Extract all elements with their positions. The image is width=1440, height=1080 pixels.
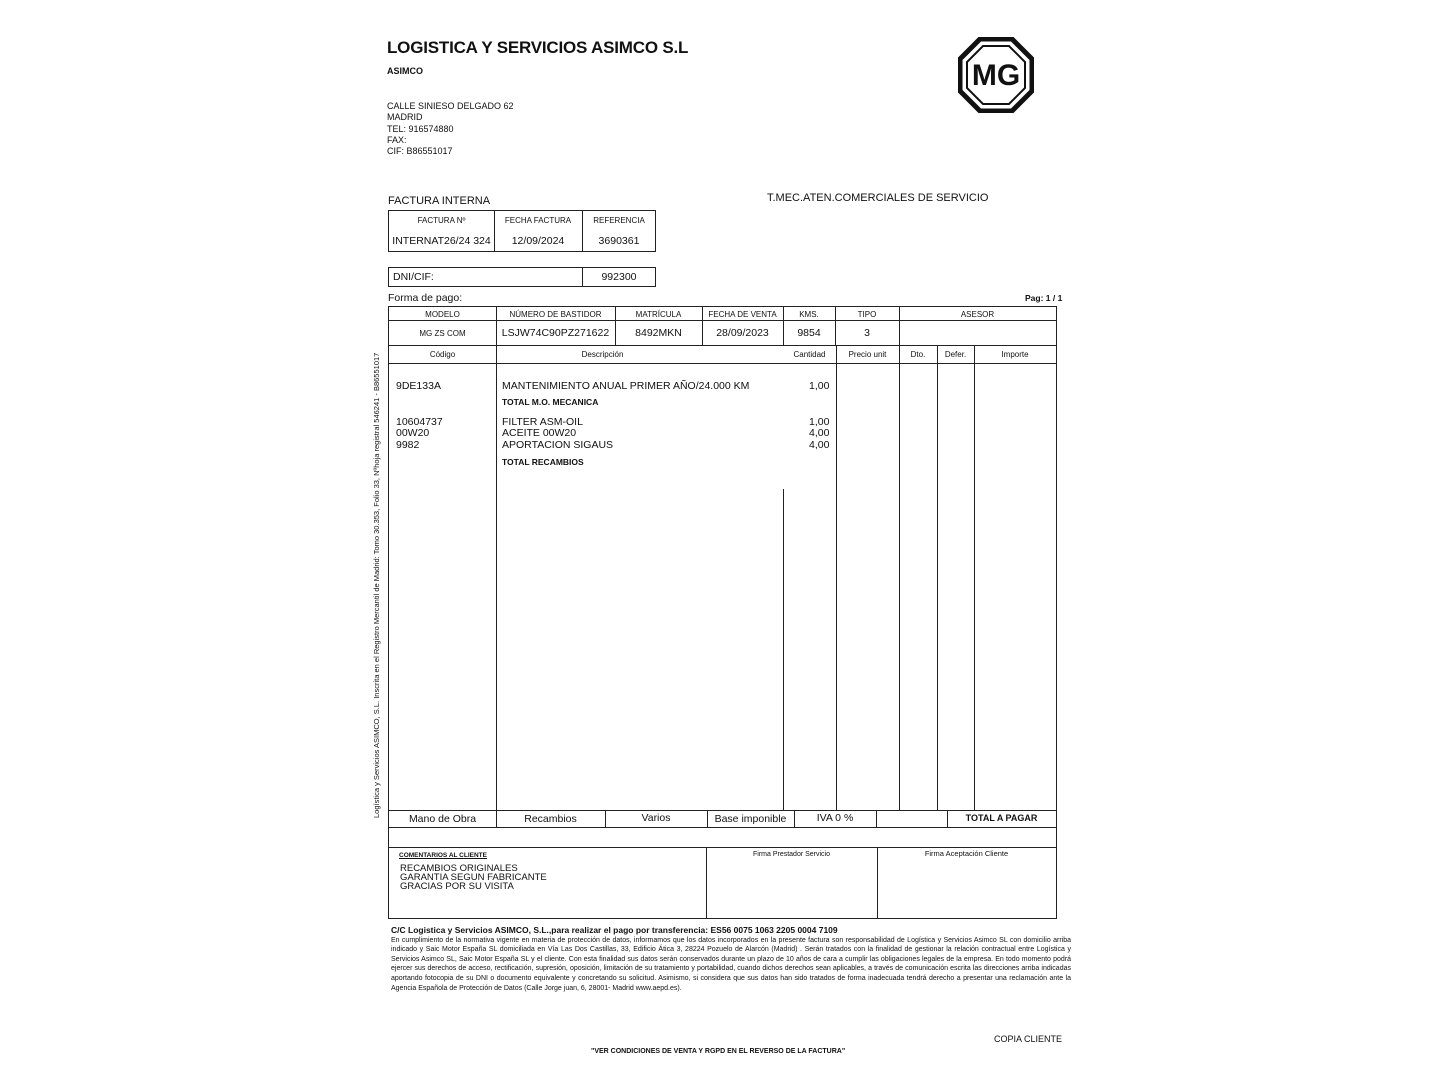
comment-line: GARANTIA SEGUN FABRICANTE <box>400 872 547 883</box>
model-value: MG ZS COM <box>419 328 466 338</box>
kms-label: KMS. <box>799 309 819 319</box>
col-quantity: Cantidad <box>793 350 826 359</box>
mg-logo <box>958 37 1034 113</box>
client-signature-label: Firma Aceptación Cliente <box>924 849 1009 858</box>
footer-note: "VER CONDICIONES DE VENTA Y RGPD EN EL REVERSO DE LA FACTURA" <box>591 1048 846 1055</box>
comments-body <box>400 864 547 891</box>
col-deferred: Defer. <box>944 350 967 359</box>
invoice-table <box>388 306 1057 919</box>
reference-label: REFERENCIA <box>593 215 645 225</box>
comment-line: GRACIAS POR SU VISITA <box>400 881 514 892</box>
sale-date-label: FECHA DE VENTA <box>708 309 777 319</box>
col-description: Descripción <box>581 350 624 359</box>
col-code: Código <box>429 350 456 359</box>
row-quantity: 4,00 <box>809 439 830 451</box>
provider-signature-label: Firma Prestador Servicio <box>752 850 831 858</box>
svg-text:MG: MG <box>971 59 1021 92</box>
legal-notice <box>391 926 1071 993</box>
comment-line: RECAMBIOS ORIGINALES <box>400 863 518 874</box>
comments-title: COMENTARIOS AL CLIENTE <box>399 852 487 859</box>
tax-base-label: Base imponible <box>714 813 787 825</box>
col-amount: Importe <box>1001 350 1029 359</box>
department: T.MEC.ATEN.COMERCIALES DE SERVICIO <box>767 192 989 204</box>
advisor-label: ASESOR <box>960 309 995 319</box>
address-line: CALLE SINIESO DELGADO 62 <box>387 101 514 111</box>
row-quantity: 1,00 <box>809 380 830 392</box>
type-label: TIPO <box>857 309 877 319</box>
row-code: 9DE133A <box>396 380 441 392</box>
vat-label: IVA 0 % <box>816 812 854 824</box>
row-quantity: 1,00 <box>809 416 830 428</box>
company-name: LOGISTICA Y SERVICIOS ASIMCO S.L <box>387 38 689 57</box>
page-number: Pag: 1 / 1 <box>1025 293 1063 303</box>
labor-total-label: Mano de Obra <box>408 813 477 825</box>
row-description: APORTACION SIGAUS <box>502 439 614 451</box>
row-code: 00W20 <box>396 427 430 439</box>
reference-number: 3690361 <box>598 235 640 247</box>
dni-value: 992300 <box>601 271 637 283</box>
plate-label: MATRÍCULA <box>635 309 682 319</box>
invoice-date-label: FECHA FACTURA <box>504 215 572 225</box>
invoice-number-label: FACTURA Nº <box>417 215 466 225</box>
address-line: MADRID <box>387 112 423 123</box>
col-discount: Dto. <box>910 350 926 359</box>
row-code: 9982 <box>396 439 420 451</box>
address-line: TEL: 916574880 <box>387 123 454 134</box>
col-unit-price: Precio unit <box>848 350 887 359</box>
registry-info: Logística y Servicios ASIMCO, S.L. Inscrita en el Registro Mercantil de Madrid: Tomo 30.353, Folio 33, Nºhoja registral 546241 - B86551017 <box>372 352 381 818</box>
privacy-text: En cumplimiento de la normativa vigente en materia de protección de datos, informamos que los datos incorporados en la presente factura son responsabilidad de Logística y Servicios Asimco SL con domicilio arriba indicado y Saic Motor España SL domiciliada en Vía Las Dos Castillas, 33, Edificio Ática 3, 28224 Pozuelo de Alarcón (Madrid) . Serán tratados con la finalidad de gestionar la relación contractual entre Logística y Servicios Asimco SL, Saic Motor España SL y el cliente. Con esta finalidad sus datos serán conservados durante un plazo de 10 años de cara a cumplir las obligaciones legales de la empresa. En todo momento podrá ejercer sus derechos de acceso, rectificación, supresión, oposición, limitación de su tratamiento y portabilidad, cuando dichos derechos sean aplicables, a través de comunicación escrita las direcciones arriba indicadas aportando fotocopia de su DNI o documento equivalente y concretando su solicitud. Asimismo, si considera que sus datos han sido tratados de forma inadecuada tendrá derecho a presentar una reclamación ante la Agencia Española de Protección de Datos (Calle Jorge juan, 6, 28001- Madrid www.aepd.es). <box>391 936 1071 992</box>
vat-amount <box>876 810 947 826</box>
sale-date-value: 28/09/2023 <box>716 327 769 339</box>
row-quantity: 4,00 <box>809 427 830 439</box>
total-to-pay-label: TOTAL A PAGAR <box>965 813 1038 823</box>
row-description: FILTER ASM-OIL <box>502 416 583 428</box>
copy-label: COPIA CLIENTE <box>994 1034 1063 1044</box>
kms-value: 9854 <box>797 327 821 339</box>
row-subtotal-label: TOTAL M.O. MECANICA <box>502 397 599 407</box>
row-subtotal-label: TOTAL RECAMBIOS <box>502 457 584 467</box>
parts-total-label: Recambios <box>524 813 577 825</box>
invoice-date: 12/09/2024 <box>511 235 565 247</box>
row-code: 10604737 <box>396 416 443 428</box>
invoice-header-box <box>388 210 656 252</box>
dni-box <box>388 267 656 287</box>
document-type: FACTURA INTERNA <box>388 195 491 207</box>
row-description: MANTENIMIENTO ANUAL PRIMER AÑO/24.000 KM <box>502 380 750 392</box>
vin-label: NÚMERO DE BASTIDOR <box>509 309 602 319</box>
type-value: 3 <box>864 327 870 339</box>
plate-value: 8492MKN <box>635 327 682 339</box>
company-address <box>387 101 514 157</box>
company-brand: ASIMCO <box>387 66 423 76</box>
address-line: CIF: B86551017 <box>387 146 453 157</box>
bank-account: C/C Logistica y Servicios ASIMCO, S.L.,para realizar el pago por transferencia: ES56 0075 1063 2205 0004 7109 <box>391 925 838 935</box>
invoice-number: INTERNAT26/24 324 <box>392 235 491 247</box>
row-description: ACEITE 00W20 <box>502 427 577 439</box>
vin-value: LSJW74C90PZ271622 <box>501 327 610 339</box>
advisor-value <box>899 321 1056 345</box>
payment-method-label: Forma de pago: <box>388 292 463 304</box>
misc-total-label: Varios <box>641 812 671 824</box>
model-label: MODELO <box>425 309 460 319</box>
address-line: FAX: <box>387 134 407 145</box>
dni-label: DNI/CIF: <box>393 271 434 283</box>
